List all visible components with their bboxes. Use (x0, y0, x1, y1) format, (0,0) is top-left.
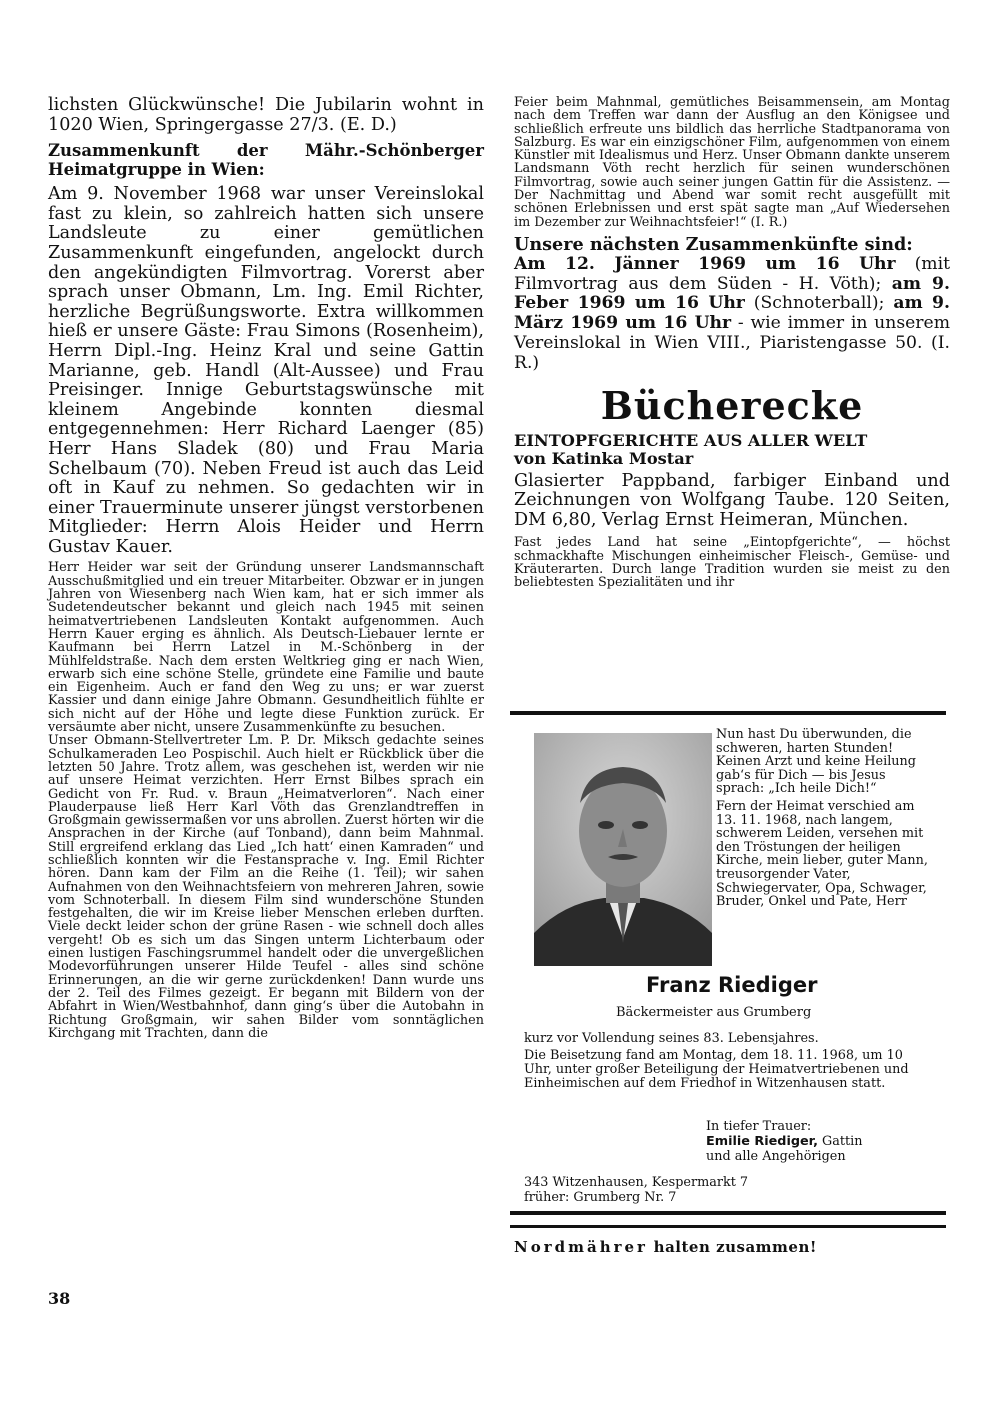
widow-relation: Gattin (817, 1134, 863, 1150)
portrait-photo (534, 733, 712, 966)
mourning-label: In tiefer Trauer: (706, 1119, 812, 1134)
deceased-name: Franz Riediger (646, 973, 818, 997)
deceased-trade: Bäckermeister aus Grumberg (616, 1005, 812, 1020)
meeting-note-3: - wie immer in unserem Vereinslokal in Wien VIII., Piaristengasse 50. (I. R.) (514, 313, 950, 373)
funeral-details: Die Beisetzung fand am Montag, dem 18. 11. 1968, um 10 Uhr, unter großer Beteiligung der Heimatvertriebenen und Einheimischen auf dem Friedhof in Witzenhausen statt. (524, 1048, 909, 1091)
obituary-body (524, 1032, 934, 1091)
age-line: kurz vor Vollendung seines 83. Lebensjahres. (524, 1031, 819, 1046)
book-author: von Katinka Mostar (514, 449, 694, 469)
obituary-poem-block (716, 728, 934, 909)
right-column (514, 96, 950, 590)
book-title: EINTOPFGERICHTE AUS ALLER WELT (514, 430, 868, 450)
book-description: Fast jedes Land hat seine „Eintopfgerichte“, — höchst schmackhafte Mischungen einheimischer Fleisch-, Gemüse- und Kräuterarten. Durch lange Tradition wurden sie meist zu den beliebtesten Spezialitäten und ihr (514, 535, 950, 591)
meeting-date-2: am 9. Feber 1969 um 16 Uhr (514, 273, 951, 314)
article-body-small: Herr Heider war seit der Gründung unserer Landsmannschaft Ausschußmitglied und ein treuer Mitarbeiter. Obzwar er in jungen Jahren von Wiesenberg nach Wien kam, hat er sich immer als Sudetendeutscher bekannt und gleich nach 1945 mit seinen heimatvertriebenen Landsleuten Kontakt aufgenommen. Auch Herrn Kauer erging es ähnlich. Als Deutsch-Liebauer lernte er Kaufmann bei Herrn Latzel in M.-Schönberg in der Mühlfeldstraße. Nach dem ersten Weltkrieg ging er nach Wien, erwarb sich eine schöne Stelle, gründete eine Familie und baute ein Eigenheim. Auch er fand den Weg zu uns; er war zuerst Kassier und dann einige Jahre Obmann. Gesundheitlich fühlte er sich nicht auf der Höhe und legte diese Funktion zurück. Er versäumte aber nicht, unsere Zusammenkünfte zu besuchen. (48, 560, 484, 736)
book-corner-title: Bücherecke (600, 382, 864, 428)
meeting-date-3: am 9. März 1969 um 16 Uhr (514, 293, 950, 334)
slogan (514, 1238, 946, 1256)
article-heading: Zusammenkunft der Mähr.-Schönberger Heimatgruppe in Wien: (48, 141, 484, 180)
widow-line (706, 1134, 863, 1149)
book-details: Glasierter Pappband, farbiger Einband und Zeichnungen von Wolfgang Taube. 120 Seiten, DM 6,80, Verlag Ernst Heimeran, München. (514, 470, 950, 530)
page-number: 38 (48, 1289, 71, 1308)
mourners-block (706, 1119, 863, 1165)
obituary-text: Fern der Heimat verschied am 13. 11. 1968, nach langem, schwerem Leiden, versehen mit den Tröstungen der heiligen Kirche, mein lieber, guter Mann, treusorgender Vater, Schwiegervater, Opa, Schwager, Bruder, Onkel und Pate, Herr (716, 798, 928, 910)
slogan-part-1: Nordmährer (514, 1238, 648, 1256)
slogan-part-2: halten zusammen! (647, 1238, 817, 1256)
relatives-line: und alle Angehörigen (706, 1149, 846, 1165)
meeting-note-1: (mit Filmvortrag aus dem Süden - H. Vöth); (514, 253, 950, 294)
next-meetings-dates (514, 255, 950, 374)
widow-name: Emilie Riediger, (706, 1134, 818, 1150)
article-body-small-2: Unser Obmann-Stellvertreter Lm. P. Dr. Miksch gedachte seines Schulkameraden Leo Pospischil. Auch hielt er Rückblick über die letzten 50 Jahre. Trotz allem, was geschehen ist, werden wir nie auf unsere Heimat verzichten. Herr Ernst Bilbes sprach ein Gedicht von Fr. Rud. v. Braun „Heimatverloren“. Nach einer Plauderpause ließ Herr Karl Vöth das Grenzlandtreffen in Großgmain gewissermaßen vor uns abrollen. Zuerst hörten wir die Ansprachen in der Kirche (auf Tonband), dann beim Mahnmal. Still ergreifend erklang das Lied „Ich hatt‘ einen Kamraden“ und schließlich konnten wir die Festansprache v. Ing. Emil Richter hören. Dann kam der Film an die Reihe (1. Teil); wir sahen Aufnahmen von den Weihnachtsfeiern von mehreren Jahren, sowie vom Schnoterball. In diesem Film sind wunderschöne Stunden festgehalten, die wir im Kreise lieber Menschen erleben durften. Viele deckt leider schon der grüne Rasen - wie schnell doch alles vergeht! Ob es sich um das Singen unterm Lichterbaum oder einen lustigen Faschingsrummel handelt oder die unvergeßlichen Modevorführungen unserer Hilde Teufel - alles sind schöne Erinnerungen, an die wir gerne zurückdenken! Dann wurde uns der 2. Teil des Filmes gezeigt. Er begann mit Bildern von der Abfahrt in Wien/Westbahnhof, dann ging‘s über die Autobahn in Richtung Großgmain, wir sahen Bilder vom sonntäglichen Kirchgang mit Trachten, dann die (48, 733, 484, 1041)
obituary-notice (510, 711, 946, 1215)
address-former: früher: Grumberg Nr. 7 (524, 1190, 677, 1205)
slogan-divider (510, 1225, 946, 1228)
meeting-date-1: Am 12. Jänner 1969 um 16 Uhr (514, 253, 896, 274)
left-column (48, 96, 484, 1040)
meeting-note-2: (Schnoterball); (744, 293, 894, 314)
obituary-poem: Nun hast Du überwunden, die schweren, harten Stunden! Keinen Arzt und keine Heilung gab‘s für Dich — bis Jesus sprach: „Ich heile Dich!“ (716, 727, 916, 797)
next-meetings-title: Unsere nächsten Zusammenkünfte sind: (514, 233, 913, 255)
article-conclusion: Feier beim Mahnmal, gemütliches Beisammensein, am Montag nach dem Treffen war dann der Ausflug an den Königsee und schließlich erfreute uns bildlich das herrliche Stadtpanorama von Salzburg. Es war ein einzigschöner Film, aufgenommen von einem Künstler mit Idealismus und Herz. Unser Obmann dankte unserem Landsmann Vöth recht herzlich für seinen wunderschönen Filmvortrag, sowie auch seiner jungen Gattin für die Assistenz. — Der Nachmittag und Abend war somit recht ausgefüllt mit schönen Erlebnissen und erst spät sagte man „Auf Wiedersehen im Dezember zur Weihnachtsfeier!“ (I. R.) (514, 95, 950, 230)
address-block (524, 1175, 748, 1205)
article-continuation: lichsten Glückwünsche! Die Jubilarin wohnt in 1020 Wien, Springergasse 27/3. (E. D.) (48, 95, 484, 135)
article-body-large: Am 9. November 1968 war unser Vereinslokal fast zu klein, so zahlreich hatten sich unsere Landsleute zu einer gemütlichen Zusammenkunft eingefunden, angelockt durch den angekündigten Filmvortrag. Vorerst aber sprach unser Obmann, Lm. Ing. Emil Richter, herzliche Begrüßungsworte. Extra willkommen hieß er unsere Gäste: Frau Simons (Rosenheim), Herrn Dipl.-Ing. Heinz Kral und seine Gattin Marianne, geb. Handl (Alt-Aussee) und Frau Preisinger. Innige Geburtstagswünsche mit kleinem Angebinde konnten diesmal entgegennehmen: Herr Richard Laenger (85) Herr Hans Sladek (80) und Frau Maria Schelbaum (70). Neben Freud ist auch das Leid oft in Kauf zu nehmen. So gedachten wir in einer Trauerminute unserer jüngst verstorbenen Mitglieder: Herrn Alois Heider und Herrn Gustav Kauer. (48, 184, 484, 557)
address-current: 343 Witzenhausen, Kespermarkt 7 (524, 1175, 749, 1190)
